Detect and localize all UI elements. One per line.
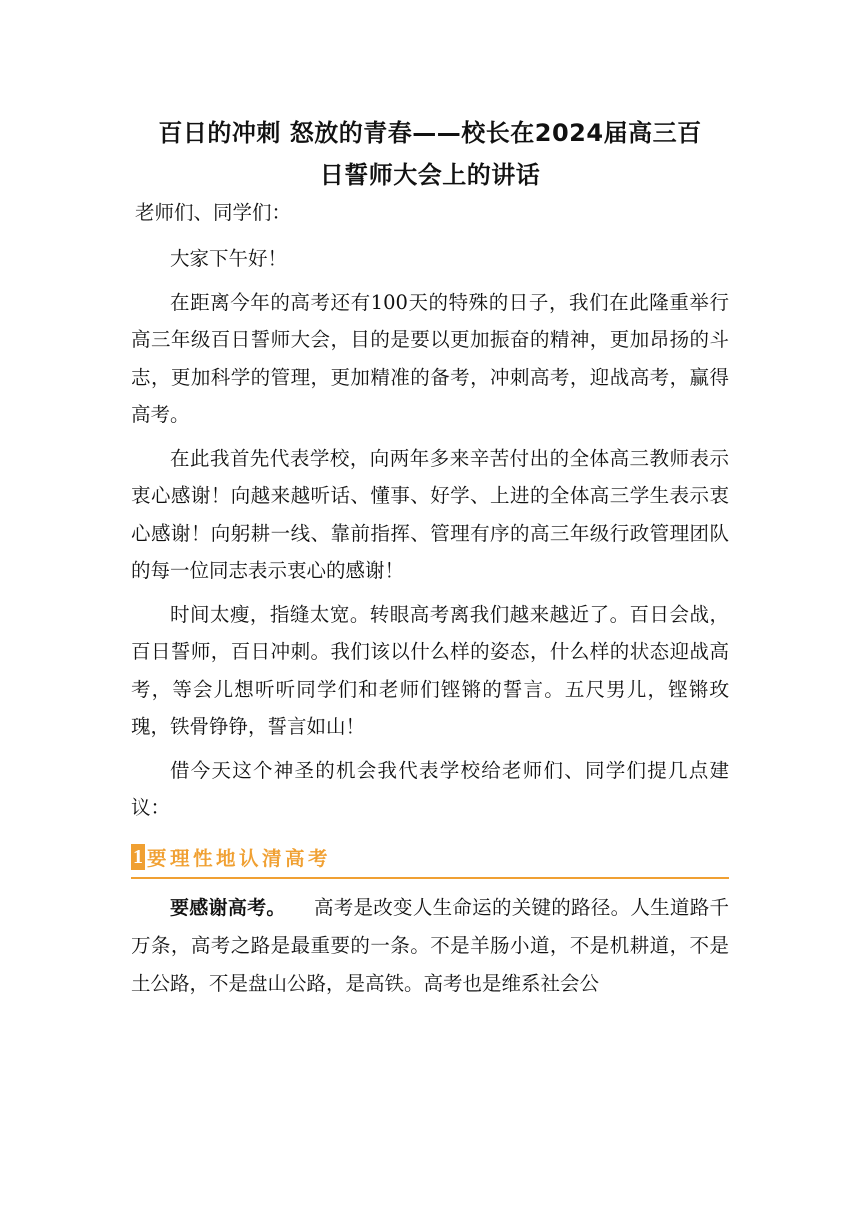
paragraph-section-1-body: 高考是改变人生命运的关键的路径。人生道路千万条，高考之路是最重要的一条。不是羊肠小道，不是机耕道，不是土公路，不是盘山公路，是高铁。高考也是维系社会公: [131, 895, 729, 995]
section-number-badge: 1: [133, 845, 143, 868]
paragraph-section-1: [131, 889, 729, 1003]
document-title: [131, 112, 729, 196]
paragraph-suggestions-intro: 借今天这个神圣的机会我代表学校给老师们、同学们提几点建议：: [131, 758, 729, 819]
title-line-2: 日誓师大会上的讲话: [319, 161, 541, 189]
paragraph-purpose: 在距离今年的高考还有100天的特殊的日子，我们在此隆重举行高三年级百日誓师大会，目的是要以更加振奋的精神，更加昂扬的斗志，更加科学的管理，更加精准的备考，冲刺高考，迎战高考，赢得高考。: [131, 290, 729, 426]
paragraph-lead: 要感谢高考。: [170, 896, 286, 919]
salutation: 老师们、同学们：: [135, 201, 292, 224]
paragraph-time: 时间太瘦，指缝太宽。转眼高考离我们越来越近了。百日会战，百日誓师，百日冲刺。我们该以什么样的姿态，什么样的状态迎战高考，等会儿想听听同学们和老师们铿锵的誓言。五尺男儿，铿锵玫瑰，铁骨铮铮，誓言如山！: [131, 602, 729, 738]
title-line-1: 百日的冲刺 怒放的青春——校长在2024届高三百: [158, 119, 702, 147]
document-body: [131, 112, 729, 1002]
paragraph-thanks: 在此我首先代表学校，向两年多来辛苦付出的全体高三教师表示衷心感谢！向越来越听话、懂事、好学、上进的全体高三学生表示衷心感谢！向躬耕一线、靠前指挥、管理有序的高三年级行政管理团队的每一位同志表示衷心的感谢！: [131, 446, 729, 582]
paragraph-greeting: 大家下午好！: [170, 247, 288, 270]
section-title: 要理性地认清高考: [147, 846, 332, 870]
section-heading: [131, 837, 729, 879]
